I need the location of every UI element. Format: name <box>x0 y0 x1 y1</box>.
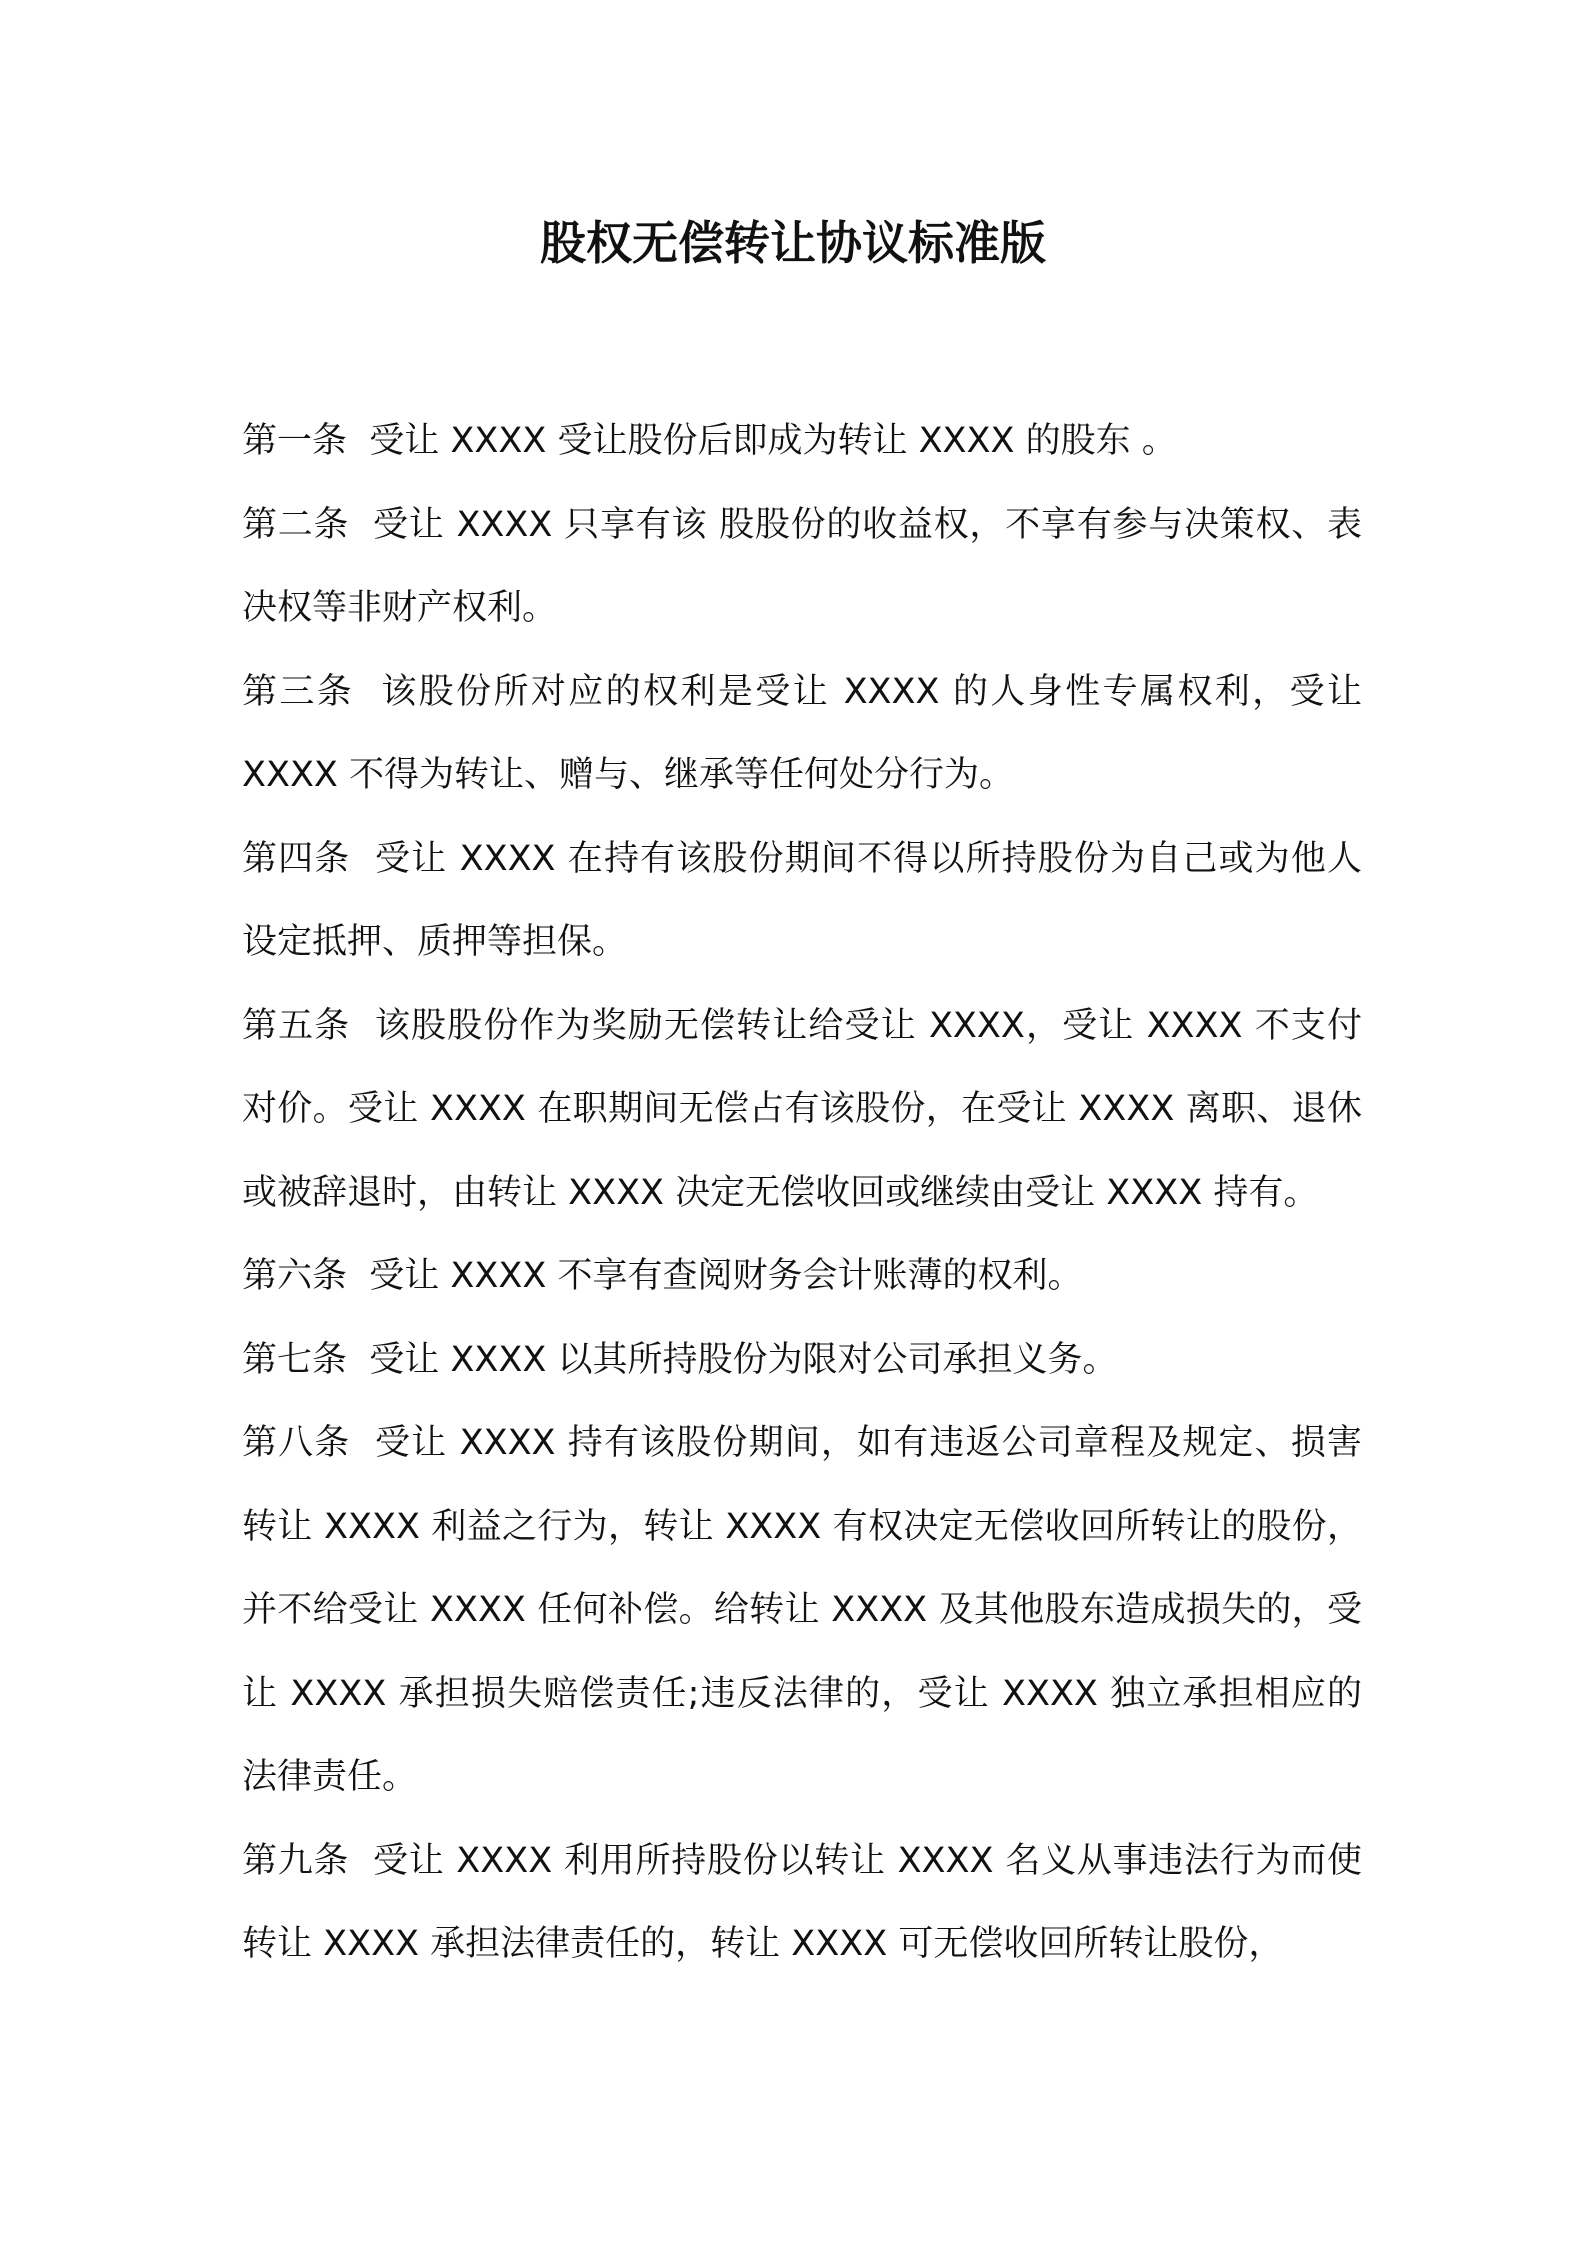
article-text: 受让 XXXX 不享有查阅财务会计账薄的权利。 <box>369 1256 1083 1296</box>
article-text: 该股股份作为奖励无偿转让给受让 XXXX，受让 XXXX 不支付对价。受让 XXXX 在职期间无偿占有该股份，在受让 XXXX 离职、退休或被辞退时，由转让 XXXX 决定无偿收回或继续由受让 XXXX 持有。 <box>242 1005 1362 1213</box>
article-text: 受让 XXXX 在持有该股份期间不得以所持股份为自己或为他人设定抵押、质押等担保。 <box>242 838 1362 962</box>
article-number: 第四条 <box>242 838 351 879</box>
article-5 <box>242 985 1362 1236</box>
article-text: 受让 XXXX 持有该股份期间，如有违返公司章程及规定、损害转让 XXXX 利益之行为，转让 XXXX 有权决定无偿收回所转让的股份，并不给受让 XXXX 任何补偿。给转让 XXXX 及其他股东造成损失的，受让 XXXX 承担损失赔偿责任;违反法律的，受让 XXXX 独立承担相应的法律责任。 <box>242 1423 1362 1797</box>
article-number: 第七条 <box>242 1339 348 1380</box>
document-body <box>242 400 1362 1987</box>
article-number: 第三条 <box>242 671 355 712</box>
article-number: 第一条 <box>242 421 348 461</box>
article-number: 第五条 <box>242 1005 351 1046</box>
document-title: 股权无偿转让协议标准版 <box>540 216 1046 270</box>
article-text: 受让 XXXX 只享有该 股股份的收益权，不享有参与决策权、表决权等非财产权利。 <box>242 504 1362 628</box>
article-text: 受让 XXXX 利用所持股份以转让 XXXX 名义从事违法行为而使转让 XXXX 承担法律责任的，转让 XXXX 可无偿收回所转让股份， <box>242 1840 1362 1964</box>
article-8 <box>242 1402 1362 1820</box>
article-text: 受让 XXXX 受让股份后即成为转让 XXXX 的股东 。 <box>369 421 1177 461</box>
article-6 <box>242 1235 1362 1319</box>
article-1 <box>242 400 1362 484</box>
article-number: 第八条 <box>242 1423 351 1463</box>
article-9 <box>242 1820 1362 1987</box>
article-2 <box>242 484 1362 651</box>
article-number: 第二条 <box>242 504 350 545</box>
article-text: 该股份所对应的权利是受让 XXXX 的人身性专属权利，受让 XXXX 不得为转让、赠与、继承等任何处分行为。 <box>242 671 1362 795</box>
article-3 <box>242 651 1362 818</box>
article-4 <box>242 818 1362 985</box>
article-7 <box>242 1319 1362 1403</box>
article-number: 第九条 <box>242 1840 350 1881</box>
article-text: 受让 XXXX 以其所持股份为限对公司承担义务。 <box>369 1339 1118 1380</box>
article-number: 第六条 <box>242 1256 348 1296</box>
